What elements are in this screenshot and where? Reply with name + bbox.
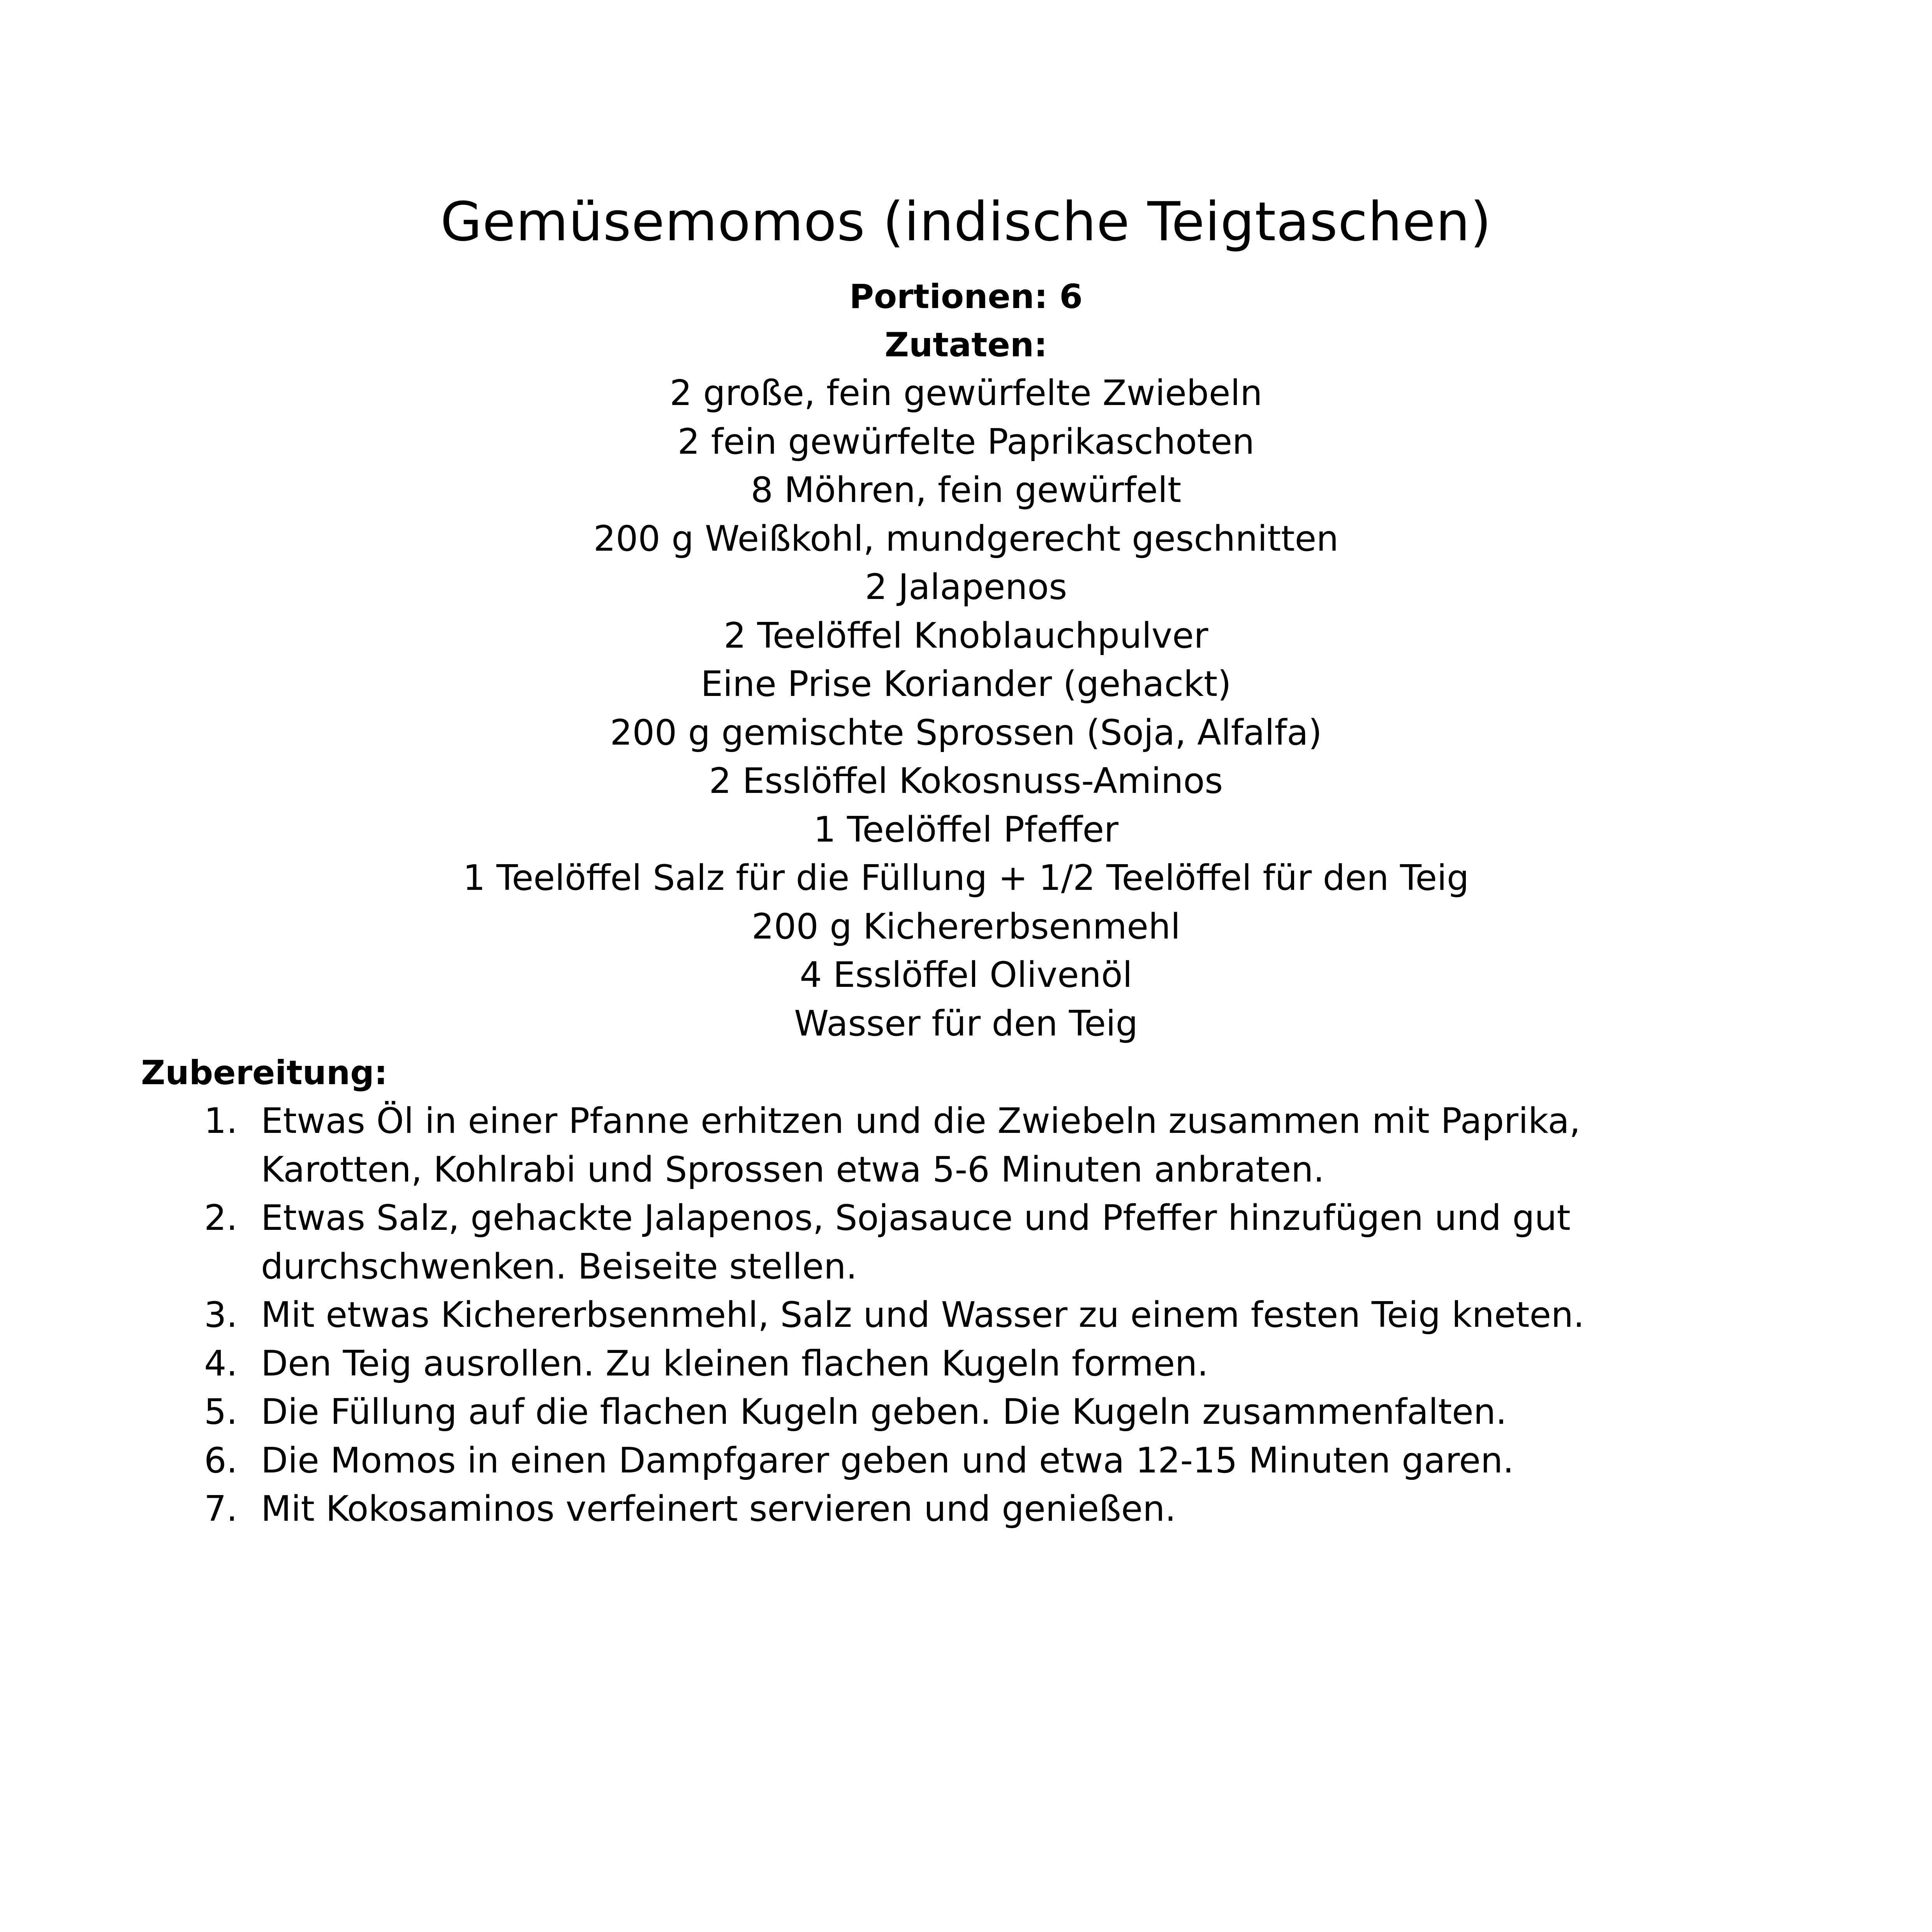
step-text: Etwas Salz, gehackte Jalapenos, Sojasauce und Pfeffer hinzufügen und gut durchschwenken. Beiseite stellen. xyxy=(261,1198,1571,1287)
ingredient-item: 8 Möhren, fein gewürfelt xyxy=(750,470,1182,511)
ingredient-item: 200 g gemischte Sprossen (Soja, Alfalfa) xyxy=(610,712,1322,753)
step-number: 1. xyxy=(204,1101,238,1141)
ingredient-item: 2 Jalapenos xyxy=(865,567,1067,608)
step-number: 2. xyxy=(204,1198,238,1238)
step-number: 7. xyxy=(204,1488,238,1529)
step-number: 5. xyxy=(204,1391,238,1432)
ingredient-item: 1 Teelöffel Salz für die Füllung + 1/2 Teelöffel für den Teig xyxy=(463,858,1469,898)
recipe-title: Gemüsemomos (indische Teigtaschen) xyxy=(440,190,1492,253)
step-text: Etwas Öl in einer Pfanne erhitzen und die Zwiebeln zusammen mit Paprika, Karotten, Kohlrabi und Sprossen etwa 5-6 Minuten anbraten. xyxy=(261,1101,1581,1190)
ingredient-item: Wasser für den Teig xyxy=(794,1003,1138,1044)
step-number: 3. xyxy=(204,1294,238,1335)
step-number: 6. xyxy=(204,1440,238,1481)
ingredient-item: 2 Teelöffel Knoblauchpulver xyxy=(724,615,1208,656)
ingredient-item: 2 große, fein gewürfelte Zwiebeln xyxy=(669,373,1263,414)
ingredient-item: 2 fein gewürfelte Paprikaschoten xyxy=(677,421,1255,462)
ingredient-item: 4 Esslöffel Olivenöl xyxy=(800,955,1132,995)
ingredient-item: 2 Esslöffel Kokosnuss-Aminos xyxy=(709,761,1223,801)
step-item xyxy=(195,1388,1752,1437)
step-text: Die Momos in einen Dampfgarer geben und etwa 12-15 Minuten garen. xyxy=(261,1440,1514,1481)
servings-label: Portionen: 6 xyxy=(849,277,1083,316)
step-text: Mit etwas Kichererbsenmehl, Salz und Wasser zu einem festen Teig kneten. xyxy=(261,1294,1585,1335)
ingredient-item: 1 Teelöffel Pfeffer xyxy=(813,809,1119,850)
ingredient-item: 200 g Weißkohl, mundgerecht geschnitten xyxy=(593,518,1339,559)
ingredients-list xyxy=(0,369,1932,1048)
ingredient-item: 200 g Kichererbsenmehl xyxy=(752,906,1180,947)
step-number: 4. xyxy=(204,1343,238,1384)
step-item xyxy=(195,1291,1752,1340)
step-item xyxy=(195,1194,1752,1291)
preparation-heading: Zubereitung: xyxy=(141,1053,388,1092)
step-item xyxy=(195,1340,1752,1388)
ingredient-item: Eine Prise Koriander (gehackt) xyxy=(701,664,1231,704)
step-text: Mit Kokosaminos verfeinert servieren und genießen. xyxy=(261,1488,1176,1529)
step-item xyxy=(195,1485,1752,1534)
step-item xyxy=(195,1437,1752,1485)
step-text: Den Teig ausrollen. Zu kleinen flachen Kugeln formen. xyxy=(261,1343,1208,1384)
ingredients-heading: Zutaten: xyxy=(884,326,1048,365)
preparation-steps xyxy=(195,1097,1752,1534)
step-item xyxy=(195,1097,1752,1194)
step-text: Die Füllung auf die flachen Kugeln geben. Die Kugeln zusammenfalten. xyxy=(261,1391,1507,1432)
